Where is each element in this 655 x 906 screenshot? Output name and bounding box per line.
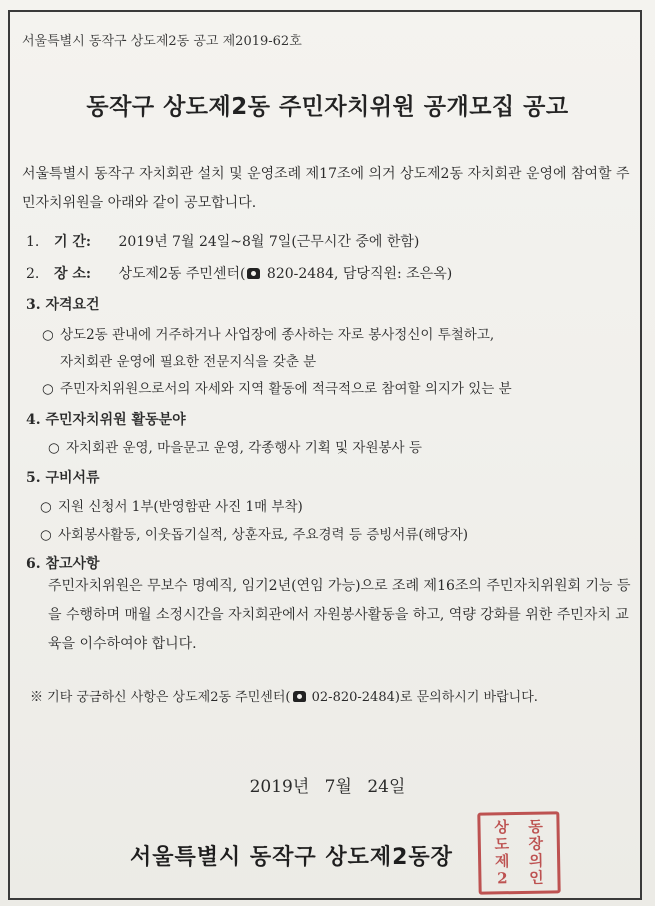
period-row: [26, 231, 419, 251]
contact-note: [30, 686, 538, 705]
qualification-item: [42, 377, 512, 397]
place-value-start: 상도제2동 주민센터(: [118, 266, 246, 282]
place-row: [26, 263, 452, 283]
document-item: [40, 495, 303, 515]
document-item: [40, 523, 468, 543]
intro-paragraph: 서울특별시 동작구 자치회관 설치 및 운영조례 제17조에 의거 상도제2동 자치회관 운영에 참여할 주민자치위원을 아래와 같이 공모합니다.: [22, 166, 630, 211]
issuer-name: 서울특별시 동작구 상도제2동장: [130, 845, 453, 870]
notes-heading: 6. 참고사항: [26, 556, 100, 572]
telephone-icon: [247, 268, 260, 279]
qualification-item-continued: 자치회관 운영에 필요한 전문지식을 갖춘 분: [60, 354, 317, 370]
documents-heading: 5. 구비서류: [26, 470, 100, 486]
bullet-icon: ○: [40, 527, 52, 543]
qualification-text: 상도2동 관내에 거주하거나 사업장에 종사하는 자로 봉사정신이 투철하고,: [60, 327, 495, 343]
telephone-icon: [293, 691, 306, 702]
bullet-icon: ○: [42, 381, 54, 397]
document-text: 사회봉사활동, 이웃돕기실적, 상훈자료, 주요경력 등 증빙서류(해당자): [58, 527, 469, 543]
bullet-icon: ○: [48, 440, 60, 456]
place-label: 장 소:: [54, 266, 92, 282]
qualifications-heading: 3. 자격요건: [26, 297, 100, 313]
place-value-end: 820-2484, 담당직원: 조은옥): [262, 266, 453, 282]
bullet-icon: ○: [42, 327, 54, 343]
document-text: 지원 신청서 1부(반영함판 사진 1매 부착): [58, 499, 303, 515]
period-number: 1.: [26, 234, 40, 250]
qualification-text: 주민자치위원으로서의 자세와 지역 활동에 적극적으로 참여할 의지가 있는 분: [60, 381, 512, 397]
issue-date: 2019년 7월 24일: [249, 777, 406, 797]
activities-heading: 4. 주민자치위원 활동분야: [26, 412, 186, 428]
activity-text: 자치회관 운영, 마을문고 운영, 각종행사 기획 및 자원봉사 등: [66, 440, 422, 456]
seal-char: 제: [494, 852, 510, 871]
document-number: 서울특별시 동작구 상도제2동 공고 제2019-62호: [22, 34, 302, 49]
seal-char: 의: [528, 851, 544, 870]
period-value: 2019년 7월 24일~8월 7일(근무시간 중에 한함): [118, 234, 420, 250]
contact-note-start: ※ 기타 궁금하신 사항은 상도제2동 주민센터(: [30, 690, 291, 705]
seal-char: 2: [497, 869, 508, 888]
official-seal: [477, 811, 560, 894]
bullet-icon: ○: [40, 499, 52, 515]
activity-item: [48, 436, 422, 456]
seal-char: 장: [528, 834, 544, 853]
period-label: 기 간:: [54, 234, 92, 250]
seal-char: 인: [529, 868, 544, 887]
page-title: 동작구 상도제2동 주민자치위원 공개모집 공고: [86, 94, 569, 120]
contact-note-end: 02-820-2484)로 문의하시기 바랍니다.: [307, 690, 538, 705]
seal-char: 상: [494, 818, 509, 837]
qualification-item: [42, 323, 494, 343]
seal-char: 도: [494, 835, 510, 854]
seal-char: 동: [528, 817, 543, 836]
notes-paragraph: 주민자치위원은 무보수 명예직, 임기2년(연임 가능)으로 조례 제16조의 주민자치위원회 기능 등을 수행하며 매월 소정시간을 자치회관에서 자원봉사활동을 하고, 역량 강화를 위한 주민자치 교육을 이수하여야 합니다.: [48, 578, 631, 652]
place-number: 2.: [26, 266, 40, 282]
